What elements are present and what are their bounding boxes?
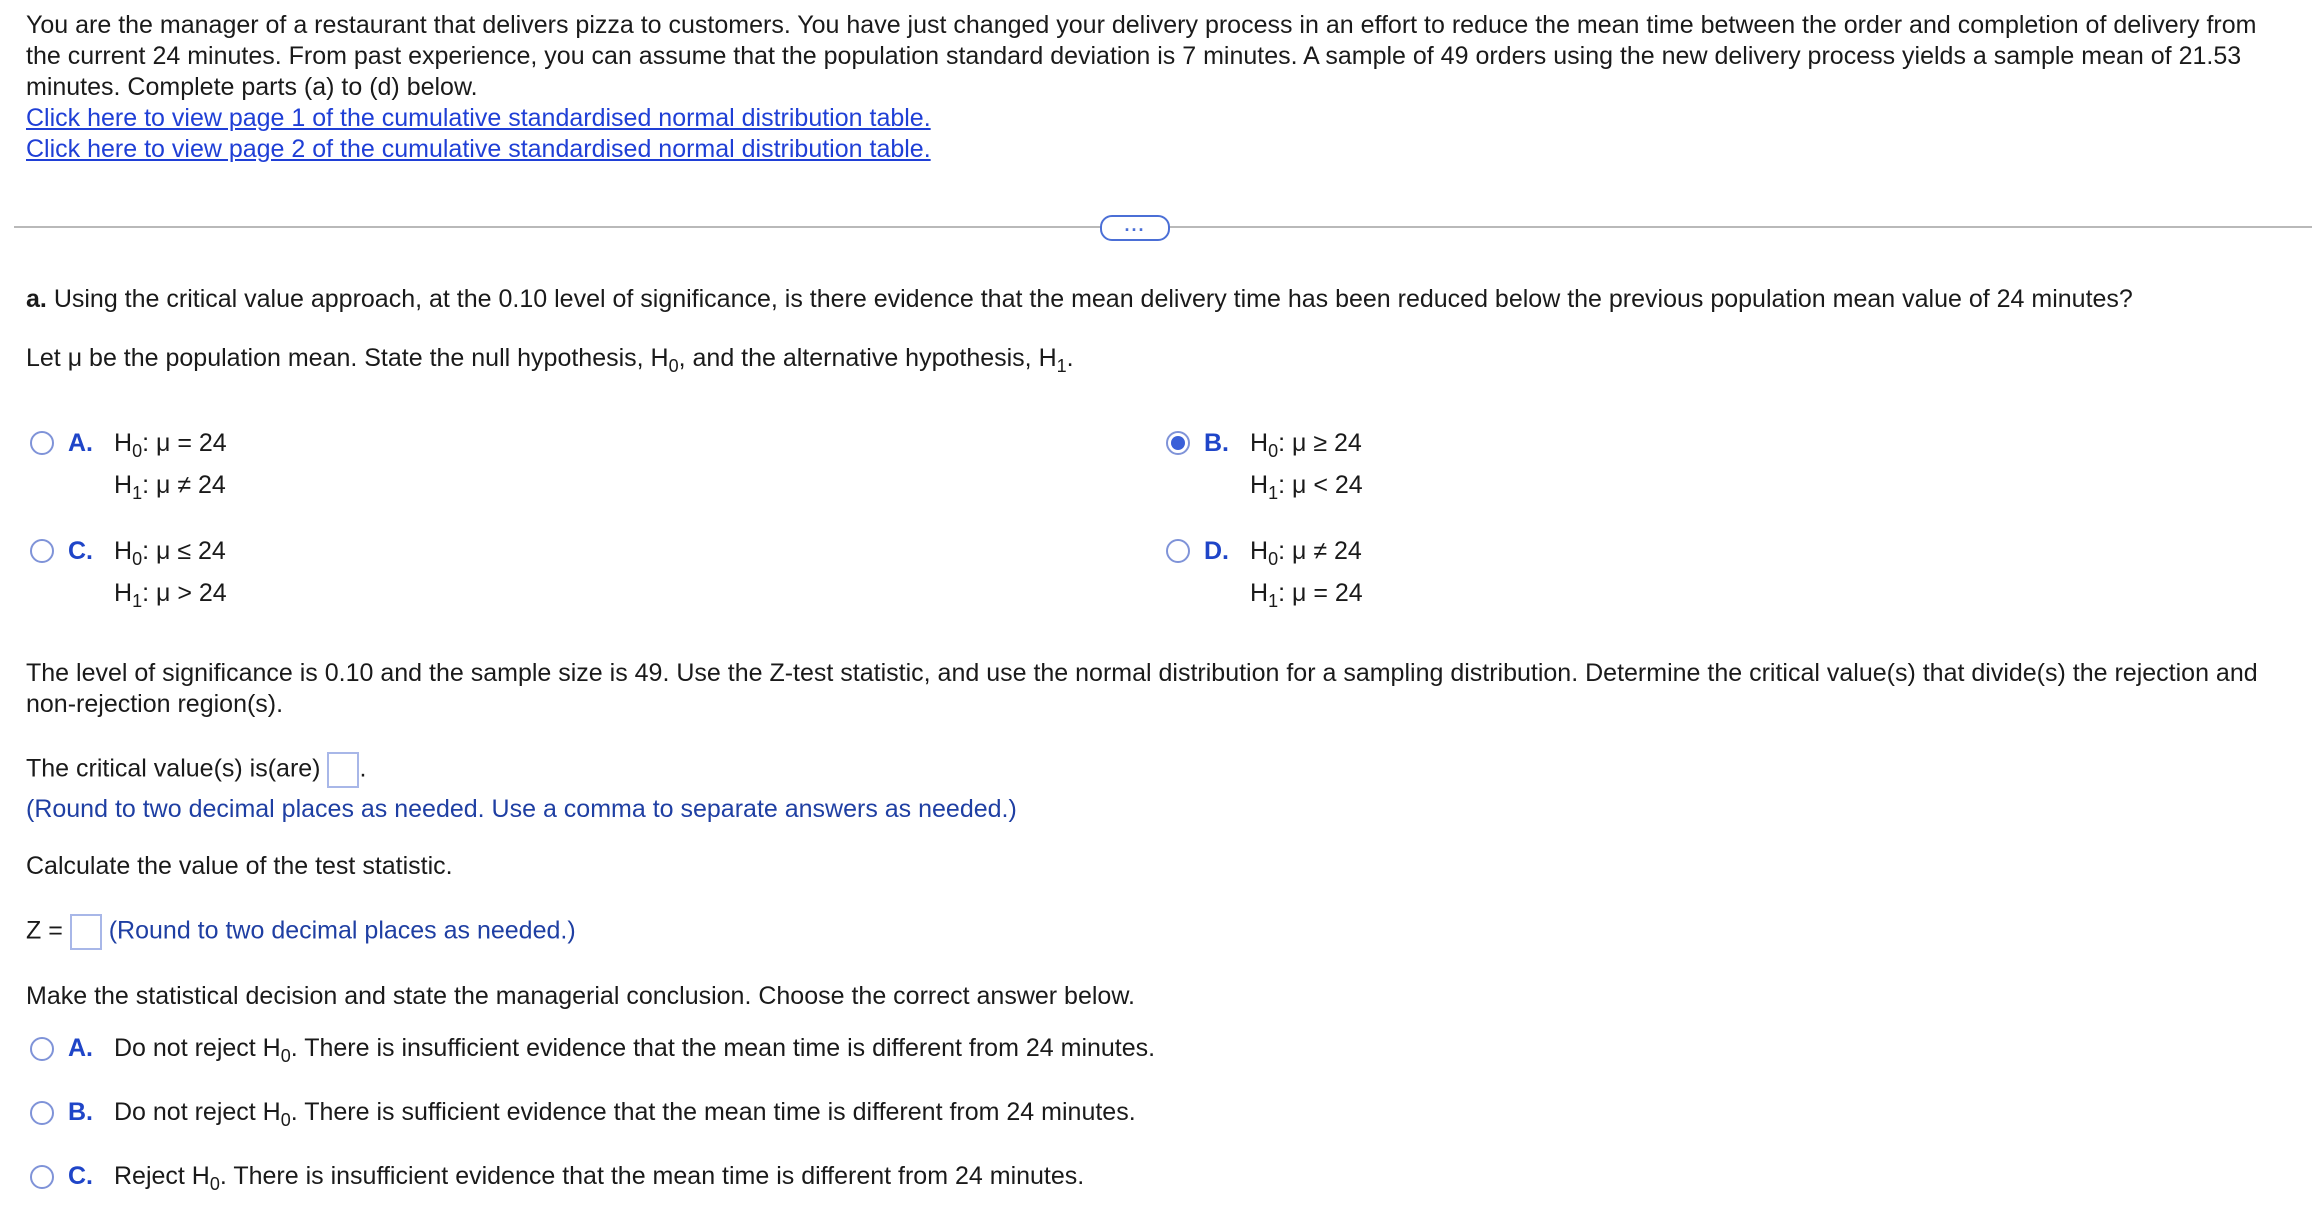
h-sub: 0 — [280, 1110, 291, 1130]
radio-b[interactable] — [1166, 431, 1190, 455]
table-page-1-link[interactable]: Click here to view page 1 of the cumulative standardised normal distribution table. — [26, 104, 931, 132]
critical-note: (Round to two decimal places as needed. Use a comma to separate answers as needed.) — [26, 795, 1017, 823]
h-sub: 0 — [132, 549, 143, 569]
decision-option-c[interactable] — [30, 1161, 1084, 1192]
h1-text: : μ = 24 — [1278, 579, 1363, 607]
z-label: Z = — [26, 916, 63, 945]
decision-prompt: Make the statistical decision and state the managerial conclusion. Choose the correct answer below. — [26, 982, 1135, 1010]
z-row — [26, 914, 576, 950]
h-sub: 0 — [209, 1174, 220, 1194]
decision-text: Do not reject H — [114, 1098, 281, 1126]
decision-text: Do not reject H — [114, 1034, 281, 1062]
decision-text-post: . There is insufficient evidence that the mean time is different from 24 minutes. — [219, 1162, 1085, 1190]
instruction-sub1: 1 — [1056, 356, 1067, 376]
hypothesis-option-b[interactable] — [1166, 422, 1363, 506]
h0-text: : μ = 24 — [142, 429, 227, 457]
decision-text-post: . There is sufficient evidence that the mean time is different from 24 minutes. — [290, 1098, 1136, 1126]
h0-text: : μ ≠ 24 — [1278, 537, 1362, 565]
h-letter: H — [1250, 471, 1269, 499]
h-sub: 1 — [132, 591, 143, 611]
h-letter: H — [114, 429, 133, 457]
z-input[interactable] — [70, 914, 102, 950]
decision-radio-b[interactable] — [30, 1101, 54, 1125]
instruction-sub0: 0 — [668, 356, 679, 376]
critical-intro: The level of significance is 0.10 and the sample size is 49. Use the Z-test statistic, and use the normal distribution for a sampling distribution. Determine the critical value(s) that divide(s) the rejection and non-rejection region(s). — [26, 659, 2258, 718]
decision-option-b[interactable] — [30, 1097, 1136, 1128]
decision-option-a[interactable] — [30, 1033, 1155, 1064]
h-sub: 0 — [1268, 549, 1279, 569]
option-letter: B. — [68, 1098, 93, 1126]
h-sub: 1 — [132, 483, 143, 503]
instruction-text-mid: , and the alternative hypothesis, H — [678, 344, 1057, 372]
decision-radio-a[interactable] — [30, 1037, 54, 1061]
radio-d[interactable] — [1166, 539, 1190, 563]
h0-text: : μ ≤ 24 — [142, 537, 226, 565]
radio-c[interactable] — [30, 539, 54, 563]
h-sub: 0 — [1268, 441, 1279, 461]
h1-text: : μ < 24 — [1278, 471, 1363, 499]
option-letter: D. — [1204, 537, 1229, 565]
test-stat-prompt: Calculate the value of the test statistic. — [26, 852, 453, 880]
option-letter: A. — [68, 1034, 93, 1062]
h-letter: H — [114, 579, 133, 607]
z-note: (Round to two decimal places as needed.) — [108, 916, 576, 945]
hypothesis-option-d[interactable] — [1166, 530, 1363, 614]
part-a-text: Using the critical value approach, at the 0.10 level of significance, is there evidence that the mean delivery time has been reduced below the previous population mean value of 24 minutes? — [53, 285, 2133, 313]
part-a-question — [26, 284, 2296, 315]
critical-label: The critical value(s) is(are) — [26, 754, 321, 783]
option-letter: A. — [68, 429, 93, 457]
h-sub: 1 — [1268, 483, 1279, 503]
instruction-text-end: . — [1066, 344, 1074, 372]
hypothesis-option-a[interactable] — [30, 422, 227, 506]
decision-text: Reject H — [114, 1162, 210, 1190]
h-letter: H — [1250, 429, 1269, 457]
h-sub: 0 — [280, 1046, 291, 1066]
critical-value-input[interactable] — [327, 752, 359, 788]
h-sub: 0 — [132, 441, 143, 461]
h1-text: : μ > 24 — [142, 579, 227, 607]
h-letter: H — [114, 537, 133, 565]
instruction-text: Let μ be the population mean. State the null hypothesis, H — [26, 344, 669, 372]
decision-radio-c[interactable] — [30, 1165, 54, 1189]
h-sub: 1 — [1268, 591, 1279, 611]
critical-after: . — [359, 754, 367, 783]
radio-a[interactable] — [30, 431, 54, 455]
h1-text: : μ ≠ 24 — [142, 471, 226, 499]
table-page-2-link[interactable]: Click here to view page 2 of the cumulative standardised normal distribution table. — [26, 135, 931, 163]
hypothesis-option-c[interactable] — [30, 530, 227, 614]
h-letter: H — [1250, 537, 1269, 565]
more-button[interactable]: ... — [1100, 215, 1170, 241]
problem-intro — [26, 10, 2296, 165]
decision-text-post: . There is insufficient evidence that the mean time is different from 24 minutes. — [290, 1034, 1156, 1062]
part-a-label: a. — [26, 285, 47, 313]
option-letter: B. — [1204, 429, 1229, 457]
critical-value-row — [26, 752, 366, 788]
h-letter: H — [114, 471, 133, 499]
h-letter: H — [1250, 579, 1269, 607]
hypothesis-instruction — [26, 343, 1074, 374]
h0-text: : μ ≥ 24 — [1278, 429, 1362, 457]
radio-selected-dot — [1171, 436, 1185, 450]
problem-text: You are the manager of a restaurant that delivers pizza to customers. You have just changed your delivery process in an effort to reduce the mean time between the order and completion of delivery from the current 24 minutes. From past experience, you can assume that the population standard deviation is 7 minutes. A sample of 49 orders using the new delivery process yields a sample mean of 21.53 minutes. Complete parts (a) to (d) below. — [26, 11, 2257, 101]
option-letter: C. — [68, 537, 93, 565]
option-letter: C. — [68, 1162, 93, 1190]
